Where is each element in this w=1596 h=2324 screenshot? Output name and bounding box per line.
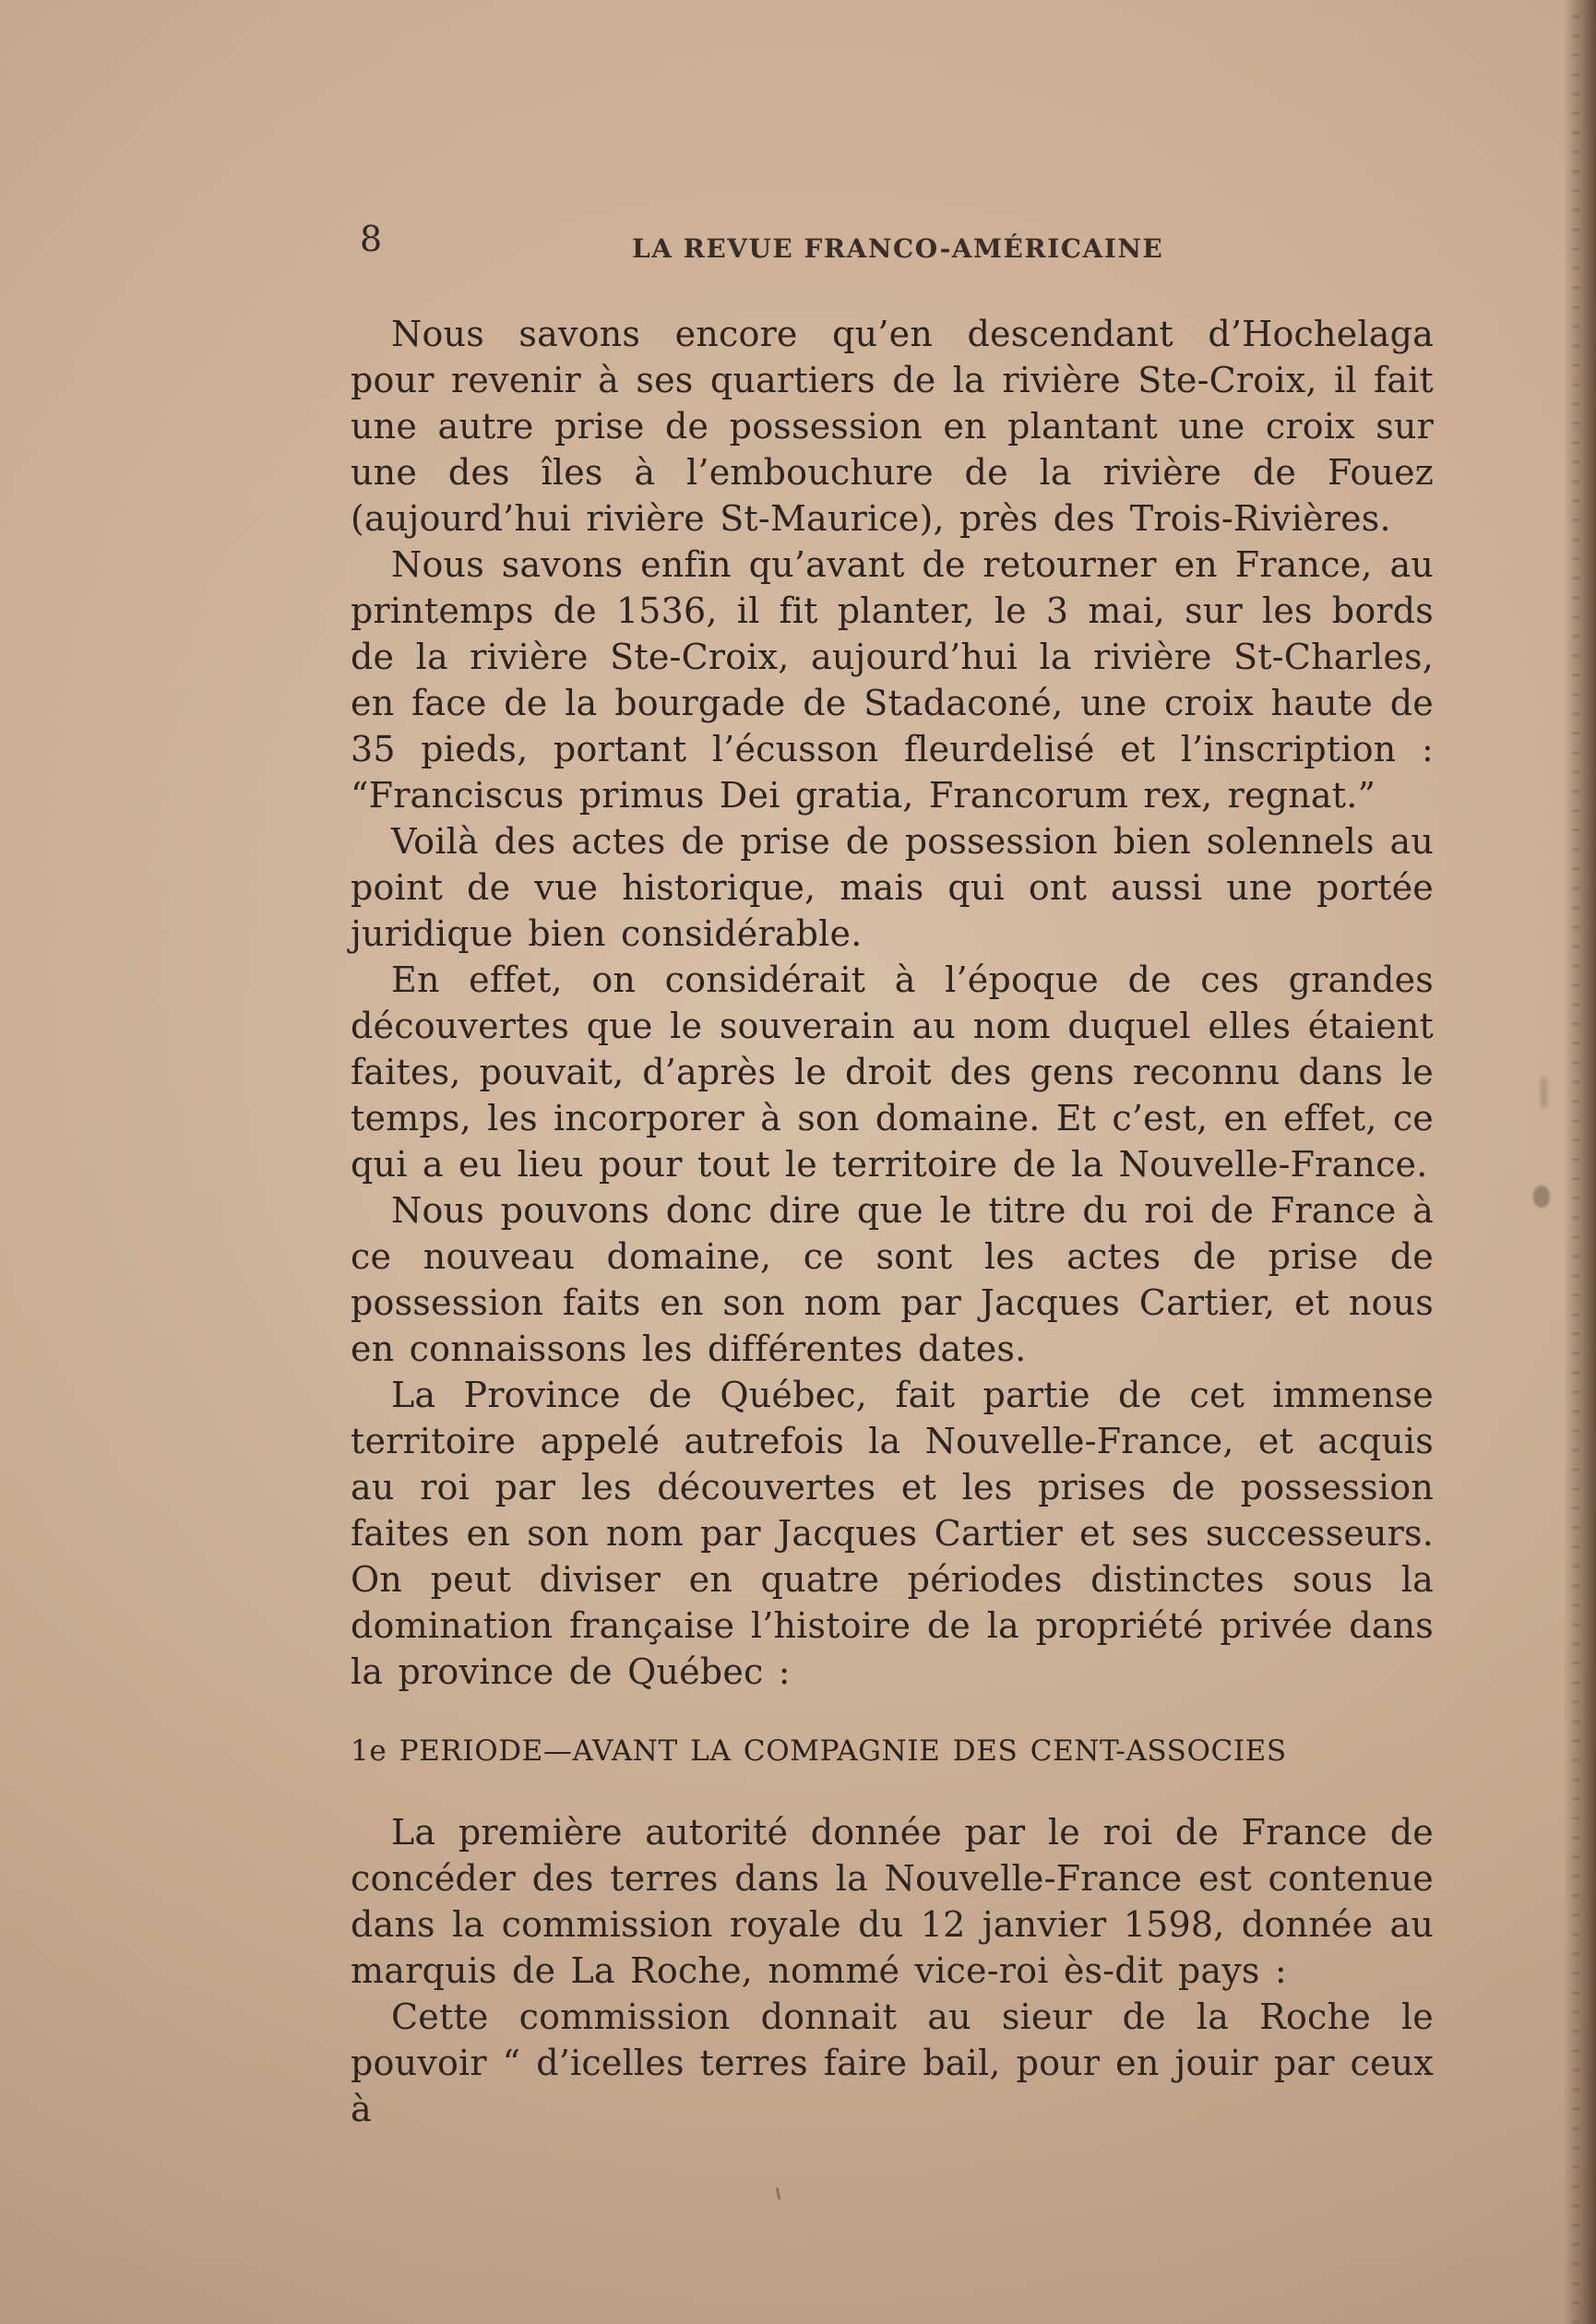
page-edge-speckles — [1572, 0, 1579, 2324]
paper-stain — [1541, 1078, 1547, 1107]
paragraph: En effet, on considérait à l’époque de ces grandes découvertes que le souverain au nom duquel elles étaient faites, pouvait, d’après le droit des gens reconnu dans le temps, les incorporer à son domaine. Et c’est, en effet, ce qui a eu lieu pour tout le territoire de la Nouvelle-France. — [351, 959, 1434, 1185]
paragraph: Nous pouvons donc dire que le titre du roi de France à ce nouveau domaine, ce sont les actes de prise de possession faits en son nom par Jacques Cartier, et nous en connaissons les différentes dates. — [351, 1190, 1434, 1369]
page-header — [360, 221, 1430, 268]
paper-stain — [1533, 1186, 1550, 1208]
paragraph: La première autorité donnée par le roi de France de concéder des terres dans la Nouvelle-France est contenue dans la commission royale du 12 janvier 1598, donnée au marquis de La Roche, nommé vice-roi ès-dit pays : — [351, 1812, 1434, 1991]
paragraph: Nous savons encore qu’en descendant d’Hochelaga pour revenir à ses quartiers de la rivière Ste-Croix, il fait une autre prise de possession en plantant une croix sur une des îles à l’embouchure de la rivière de Fouez (aujourd’hui rivière St-Maurice), près des Trois-Rivières. — [351, 314, 1434, 539]
paragraph: Cette commission donnait au sieur de la Roche le pouvoir “ d’icelles terres faire bail, pour en jouir par ceux à — [351, 1996, 1434, 2129]
page-edge-shadow — [1565, 0, 1596, 2324]
paragraph: La Province de Québec, fait partie de cet immense territoire appelé autrefois la Nouvelle-France, et acquis au roi par les découvertes et les prises de possession faites en son nom par Jacques Cartier et ses successeurs. On peut diviser en quatre périodes distinctes sous la domination française l’histoire de la propriété privée dans la province de Québec : — [351, 1375, 1434, 1692]
paragraph: Nous savons enfin qu’avant de retourner en France, au printemps de 1536, il fit planter, le 3 mai, sur les bords de la rivière Ste-Croix, aujourd’hui la rivière St-Charles, en face de la bourgade de Stadaconé, une croix haute de 35 pieds, portant l’écusson fleurdelisé et l’inscription : “Franciscus primus Dei gratia, Francorum rex, regnat.” — [351, 544, 1434, 816]
section-heading: 1e PERIODE—AVANT LA COMPAGNIE DES CENT-ASSOCIES — [351, 1734, 1287, 1768]
paper-mark — [776, 2187, 781, 2199]
body-text — [351, 311, 1434, 2132]
paragraph: Voilà des actes de prise de possession bien solennels au point de vue historique, mais qui ont aussi une portée juridique bien considérable. — [351, 821, 1434, 954]
page-number: 8 — [360, 219, 383, 259]
running-title: LA REVUE FRANCO-AMÉRICAINE — [632, 233, 1164, 264]
